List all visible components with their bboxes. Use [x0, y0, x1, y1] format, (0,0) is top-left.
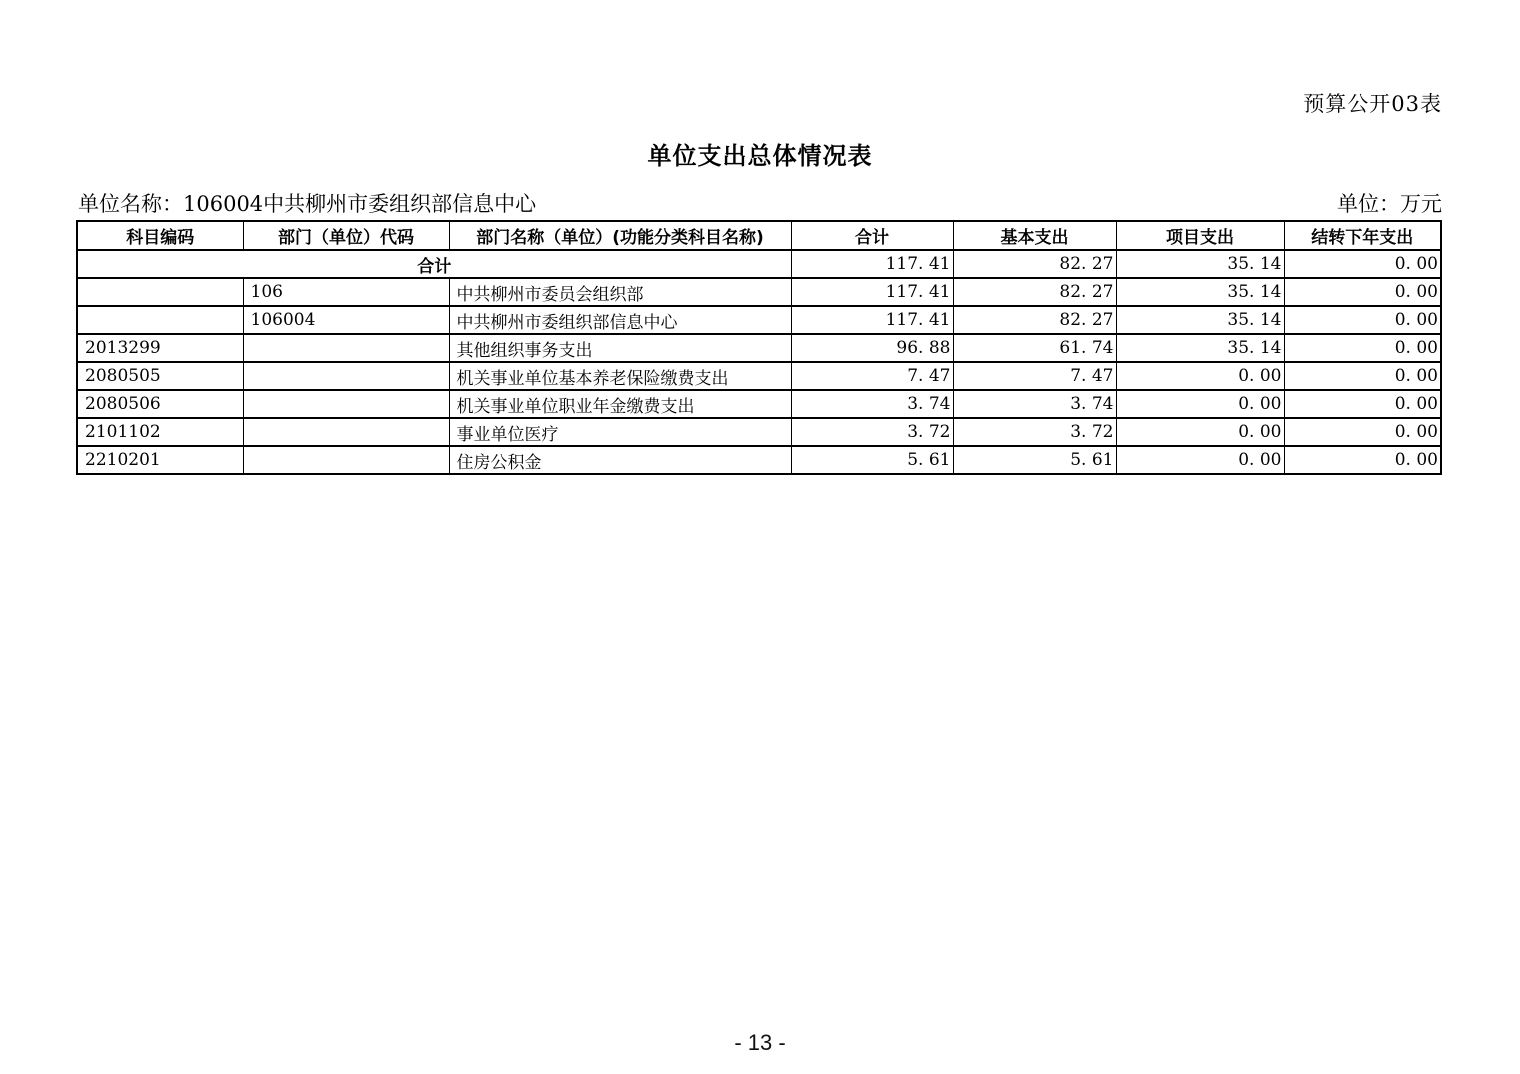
cell-dept-name: 中共柳州市委组织部信息中心: [449, 306, 791, 334]
cell-project: 35. 14: [1116, 278, 1284, 306]
meta-line: [78, 188, 1442, 218]
cell-subject-code: [77, 278, 243, 306]
cell-project: 0. 00: [1116, 362, 1284, 390]
cell-basic: 3. 72: [953, 418, 1116, 446]
table-row: [77, 418, 1441, 446]
table-row: [77, 390, 1441, 418]
cell-total: 117. 41: [791, 306, 953, 334]
cell-project: 0. 00: [1116, 446, 1284, 474]
cell-subject-code: 2080505: [77, 362, 243, 390]
cell-dept-code: 106004: [243, 306, 449, 334]
cell-carryover: 0. 00: [1284, 362, 1441, 390]
cell-dept-name: 中共柳州市委员会组织部: [449, 278, 791, 306]
cell-project: 35. 14: [1116, 250, 1284, 278]
cell-total: 5. 61: [791, 446, 953, 474]
cell-total: 3. 74: [791, 390, 953, 418]
cell-dept-code: [243, 390, 449, 418]
cell-basic: 82. 27: [953, 306, 1116, 334]
cell-basic: 5. 61: [953, 446, 1116, 474]
cell-subject-code: 2080506: [77, 390, 243, 418]
table-row: [77, 362, 1441, 390]
cell-dept-name: 事业单位医疗: [449, 418, 791, 446]
cell-project: 0. 00: [1116, 390, 1284, 418]
cell-project: 35. 14: [1116, 334, 1284, 362]
cell-basic: 61. 74: [953, 334, 1116, 362]
unit-name-label: 单位名称：106004中共柳州市委组织部信息中心: [78, 192, 537, 216]
header-subject-code: 科目编码: [77, 221, 243, 250]
cell-total: 117. 41: [791, 278, 953, 306]
cell-total: 7. 47: [791, 362, 953, 390]
cell-dept-name: 机关事业单位基本养老保险缴费支出: [449, 362, 791, 390]
table-row: [77, 334, 1441, 362]
table-row: [77, 306, 1441, 334]
cell-dept-name: 其他组织事务支出: [449, 334, 791, 362]
unit-measure-label: 单位：万元: [1337, 192, 1442, 216]
cell-total: 96. 88: [791, 334, 953, 362]
cell-basic: 82. 27: [953, 278, 1116, 306]
header-carryover: 结转下年支出: [1284, 221, 1441, 250]
header-dept-name: 部门名称（单位）(功能分类科目名称): [449, 221, 791, 250]
cell-subject-code: 2101102: [77, 418, 243, 446]
cell-carryover: 0. 00: [1284, 250, 1441, 278]
cell-carryover: 0. 00: [1284, 334, 1441, 362]
cell-basic: 3. 74: [953, 390, 1116, 418]
cell-carryover: 0. 00: [1284, 446, 1441, 474]
form-number: 预算公开03表: [1303, 92, 1442, 116]
header-total: 合计: [791, 221, 953, 250]
page-title: 单位支出总体情况表: [647, 142, 873, 170]
cell-total: 117. 41: [791, 250, 953, 278]
cell-subject-code: 2210201: [77, 446, 243, 474]
cell-project: 0. 00: [1116, 418, 1284, 446]
total-row: [77, 250, 1441, 278]
cell-subject-code: 2013299: [77, 334, 243, 362]
cell-dept-code: [243, 334, 449, 362]
cell-carryover: 0. 00: [1284, 418, 1441, 446]
table-row: [77, 278, 1441, 306]
header-project-expenditure: 项目支出: [1116, 221, 1284, 250]
cell-subject-code: [77, 306, 243, 334]
cell-carryover: 0. 00: [1284, 306, 1441, 334]
cell-dept-code: [243, 418, 449, 446]
page-number: - 13 -: [734, 1030, 786, 1055]
cell-carryover: 0. 00: [1284, 278, 1441, 306]
cell-dept-code: [243, 446, 449, 474]
table-row: [77, 446, 1441, 474]
cell-total: 3. 72: [791, 418, 953, 446]
cell-dept-code: 106: [243, 278, 449, 306]
cell-carryover: 0. 00: [1284, 390, 1441, 418]
cell-project: 35. 14: [1116, 306, 1284, 334]
cell-dept-code: [243, 362, 449, 390]
header-basic-expenditure: 基本支出: [953, 221, 1116, 250]
header-dept-code: 部门（单位）代码: [243, 221, 449, 250]
cell-basic: 7. 47: [953, 362, 1116, 390]
cell-total-label: 合计: [77, 250, 791, 278]
cell-basic: 82. 27: [953, 250, 1116, 278]
table-header-row: [77, 221, 1441, 250]
cell-dept-name: 机关事业单位职业年金缴费支出: [449, 390, 791, 418]
expenditure-table: [76, 220, 1442, 475]
cell-dept-name: 住房公积金: [449, 446, 791, 474]
